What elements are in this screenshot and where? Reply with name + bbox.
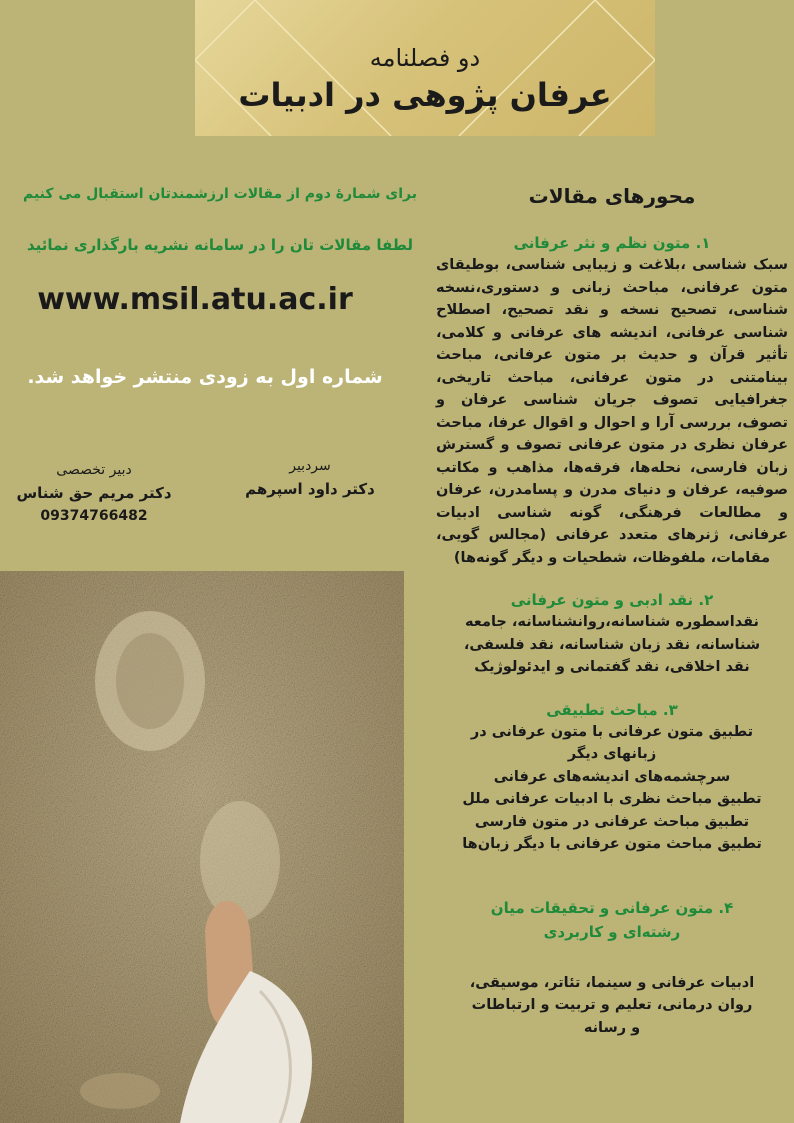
section-2-title: ۲. نقد ادبی و متون عرفانی bbox=[510, 591, 714, 609]
journal-title: عرفان پژوهی در ادبیات bbox=[238, 76, 612, 114]
editor-name: دکتر داود اسپرهم bbox=[245, 480, 375, 498]
section-3-line: تطبیق مباحث متون عرفانی با دیگر زبان‌ها bbox=[462, 836, 762, 852]
editor-role: سردبیر bbox=[289, 458, 331, 474]
sand-footprint-image bbox=[0, 571, 404, 1123]
section-3-title: ۳. مباحث تطبیقی bbox=[546, 700, 678, 719]
secretary-name: دکتر مریم حق شناس bbox=[16, 484, 172, 502]
section-4-body: ادبیات عرفانی و سینما، تئاتر، موسیقی، روان درمانی، تعلیم و تربیت و ارتباطات و رسانه bbox=[469, 974, 755, 1036]
secretary-phone: 09374766482 bbox=[40, 508, 148, 524]
section-3-line: تطبیق مباحث نظری با ادبیات عرفانی ملل bbox=[462, 791, 762, 807]
sand-illustration bbox=[0, 571, 404, 1123]
first-issue-note: شماره اول به زودی منتشر خواهد شد. bbox=[27, 366, 383, 388]
journal-subtitle: دو فصلنامه bbox=[369, 44, 481, 72]
specialist-secretary bbox=[0, 462, 188, 524]
section-3-line: زبانهای دیگر bbox=[567, 746, 657, 762]
upload-text: لطفا مقالات تان را در سامانه نشریه بارگذاری نمائید bbox=[26, 236, 414, 254]
secretary-role: دبیر تخصصی bbox=[56, 462, 132, 478]
section-1-title: ۱. متون نظم و نثر عرفانی bbox=[513, 234, 711, 252]
invite-text: برای شمارهٔ دوم از مقالات ارزشمندتان استقبال می کنیم bbox=[22, 186, 418, 202]
section-3-line: سرچشمه‌های اندیشه‌های عرفانی bbox=[493, 768, 731, 785]
article-axes bbox=[436, 180, 788, 1039]
section-2-body: نقداسطوره شناسانه،روانشناسانه، جامعه شناسانه، نقد زبان شناسانه، نقد فلسفی، نقد اخلاقی، نقد گفتمانی و ایدئولوژیک bbox=[463, 614, 761, 675]
section-3-body bbox=[436, 721, 788, 856]
section-4-title bbox=[436, 896, 788, 944]
axes-title: محورهای مقالات bbox=[528, 184, 696, 208]
journal-url[interactable]: www.msil.atu.ac.ir bbox=[37, 282, 353, 317]
header-banner bbox=[195, 0, 655, 136]
editor-in-chief bbox=[220, 458, 400, 498]
section-1-body: سبک شناسی ،بلاغت و زیبایی شناسی، بوطیقای متون عرفانی، مباحث زبانی و دستوری،نسخه شناسی، تصحیح نسخه و نقد تصحیح، اصطلاح شناسی عرفانی، اندیشه های عرفانی و کلامی، تأثیر قرآن و حدیث بر متون عرفانی، مباحث بینامتنی در متون عرفانی، مباحث تاریخی، جغرافیایی تصوف جریان شناسی عرفان و تصوف، بررسی آرا و احوال و اقوال عرفا، مباحث عرفان نظری در متون عرفانی تصوف و گسترش زبان فارسی، نحله‌ها، فرقه‌ها، مذاهب و مکاتب صوفیه، عرفان و دنیای مدرن و پسامدرن، عرفان و مطالعات فرهنگی، گونه شناسی ادبیات عرفانی، ژنرهای متعدد عرفانی (مجالس گویی، مقامات، ملفوظات، شطحیات و دیگر گونه‌ها) bbox=[436, 257, 788, 566]
section-4-title-line: ۴. متون عرفانی و تحقیقات میان bbox=[490, 898, 734, 917]
section-3-line: تطبیق مباحث عرفانی در متون فارسی bbox=[474, 813, 750, 830]
section-4-title-line: رشته‌ای و کاربردی bbox=[543, 922, 681, 941]
section-3-line: تطبیق متون عرفانی با متون عرفانی در bbox=[470, 723, 754, 740]
